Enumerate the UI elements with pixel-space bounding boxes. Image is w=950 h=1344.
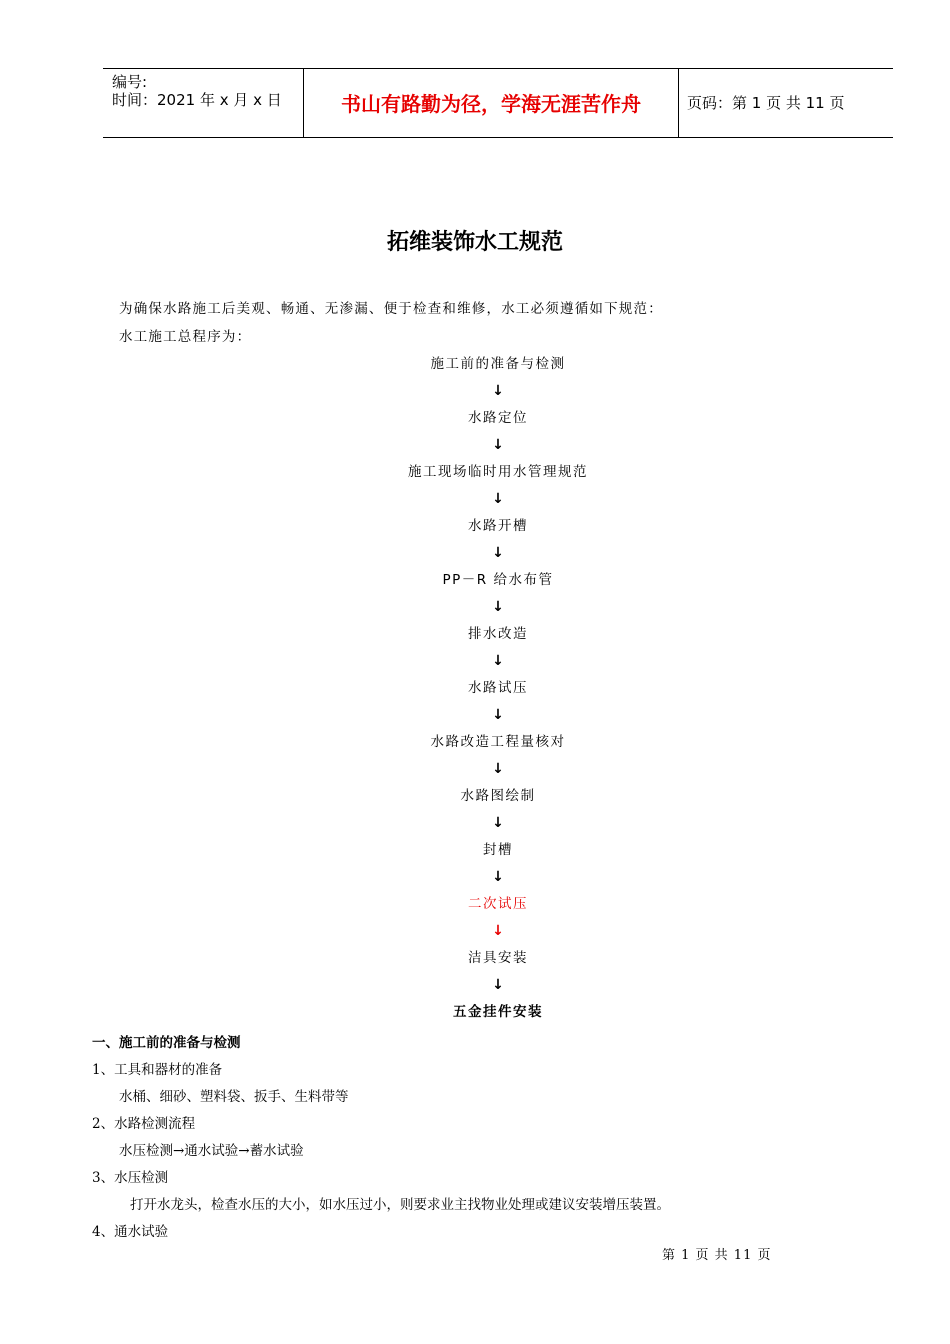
flow-step-highlighted: 二次试压 — [468, 896, 528, 912]
down-arrow-icon: ↓ — [492, 491, 504, 507]
page-header — [103, 68, 893, 138]
flow-step: 水路图绘制 — [460, 788, 536, 804]
section-item-detail: 水压检测→通水试验→蓄水试验 — [119, 1143, 304, 1159]
process-flowchart — [0, 354, 950, 1029]
down-arrow-icon: ↓ — [492, 707, 504, 723]
flow-step: PP－R 给水布管 — [442, 572, 554, 588]
section-item-label: 2、水路检测流程 — [92, 1116, 196, 1132]
section-item-detail: 打开水龙头，检查水压的大小，如水压过小，则要求业主找物业处理或建议安装增压装置。 — [130, 1197, 670, 1213]
down-arrow-icon: ↓ — [492, 599, 504, 615]
header-right-cell — [678, 69, 893, 137]
process-label: 水工施工总程序为： — [119, 329, 252, 345]
section-heading: 一、施工前的准备与检测 — [92, 1035, 241, 1051]
document-title: 拓维装饰水工规范 — [386, 230, 563, 255]
down-arrow-icon: ↓ — [492, 815, 504, 831]
down-arrow-icon: ↓ — [492, 923, 504, 939]
down-arrow-icon: ↓ — [492, 437, 504, 453]
down-arrow-icon: ↓ — [492, 383, 504, 399]
flow-step: 排水改造 — [468, 626, 528, 642]
header-motto-cell — [303, 69, 679, 137]
flow-step: 施工前的准备与检测 — [430, 356, 566, 372]
flow-step: 水路开槽 — [468, 518, 528, 534]
flow-step: 封槽 — [483, 842, 513, 858]
flow-step: 水路试压 — [468, 680, 528, 696]
flow-step-final: 五金挂件安装 — [453, 1004, 543, 1020]
section-item-detail: 水桶、细砂、塑料袋、扳手、生料带等 — [119, 1089, 349, 1105]
number-label: 编号: — [112, 73, 148, 91]
motto: 书山有路勤为径，学海无涯苦作舟 — [341, 92, 641, 116]
down-arrow-icon: ↓ — [492, 653, 504, 669]
down-arrow-icon: ↓ — [492, 545, 504, 561]
section-item-label: 1、工具和器材的准备 — [92, 1062, 223, 1078]
time-label: 时间：2021 年 x 月 x 日 — [112, 91, 282, 109]
down-arrow-icon: ↓ — [492, 761, 504, 777]
flow-step: 水路改造工程量核对 — [430, 734, 566, 750]
flow-step: 施工现场临时用水管理规范 — [408, 464, 588, 480]
flow-step: 洁具安装 — [468, 950, 528, 966]
page-info: 页码：第 1 页 共 11 页 — [687, 94, 845, 112]
header-left-cell — [103, 69, 303, 137]
section-item-label: 4、通水试验 — [92, 1224, 169, 1240]
section-item-label: 3、水压检测 — [92, 1170, 169, 1186]
flow-step: 水路定位 — [468, 410, 528, 426]
page-footer: 第 1 页 共 11 页 — [662, 1248, 772, 1263]
down-arrow-icon: ↓ — [492, 977, 504, 993]
down-arrow-icon: ↓ — [492, 869, 504, 885]
intro-paragraph: 为确保水路施工后美观、畅通、无渗漏、便于检查和维修，水工必须遵循如下规范： — [119, 301, 663, 317]
